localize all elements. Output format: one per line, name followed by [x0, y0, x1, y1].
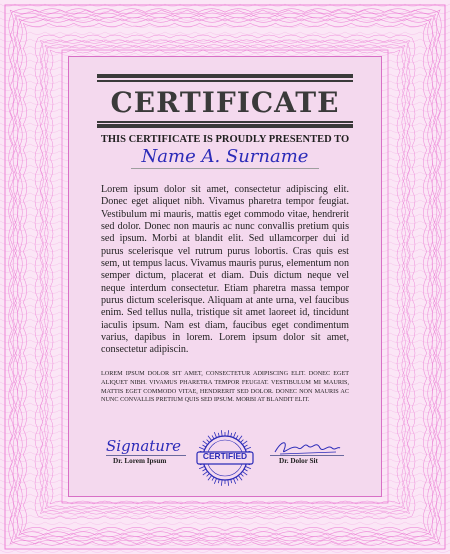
body-paragraph: Lorem ipsum dolor sit amet, consectetur adipiscing elit. Donec eget aliquet nibh. Vivamus pharetra tempor feugiat. Vestibulum mi mauris, mattis eget commodo vitae, hendrerit sed dolor. Donec non mauris ac nunc convallis pretium quis sed ipsum. Morbi at blandit elit. Sed ullamcorper dui id purus scelerisque vel rutrum purus lobortis. Cras quis est sem, ut tempus lacus. Vivamus mauris purus, elementum non semper dictum, placerat et diam. Duis dictum neque vel neque interdum consectetur. Etiam pharetra massa tempor purus dictum scelerisque. Aliquam at ante urna, vel faucibus enim. Sed tellus nulla, tristique sit amet laoreet id, tincidunt iaculis ipsum. Nam est diam, faucibus eget condimentum varius, dapibus in lorem. Lorem ipsum dolor sit amet, consectetur adipiscin.	[101, 184, 349, 356]
seal-label: CERTIFIED	[202, 451, 248, 461]
fine-print-paragraph: LOREM IPSUM DOLOR SIT AMET, CONSECTETUR ADIPISCING ELIT. DONEC EGET ALIQUET NIBH. VIVAMUS PHARETRA TEMPOR FEUGIAT. VESTIBULUM MI MAURIS, MATTIS EGET COMMODO VITAE, HENDRERIT SED DOLOR. DONEC NON MAURIS AC NUNC CONVALLIS PRETIUM QUIS SED IPSUM. MORBI AT BLANDIT ELIT.	[101, 370, 349, 404]
title-rule-bottom-thin	[97, 121, 353, 123]
signature-left-line	[106, 455, 186, 456]
signature-left: Signature	[106, 437, 182, 455]
signature-right-line	[270, 455, 344, 456]
title-rule-bottom-thick	[97, 124, 353, 128]
name-underline	[131, 168, 319, 169]
recipient-name: Name A. Surname	[141, 146, 309, 167]
title-rule-top-thin	[97, 80, 353, 82]
title-block	[97, 74, 353, 130]
certificate-title: CERTIFICATE	[110, 86, 340, 119]
title-rule-top-thick	[97, 74, 353, 78]
signatory-left-name: Dr. Lorem Ipsum	[113, 457, 167, 465]
signatory-right-name: Dr. Dolor Sit	[279, 457, 318, 465]
presented-to-line: THIS CERTIFICATE IS PROUDLY PRESENTED TO	[100, 134, 350, 145]
